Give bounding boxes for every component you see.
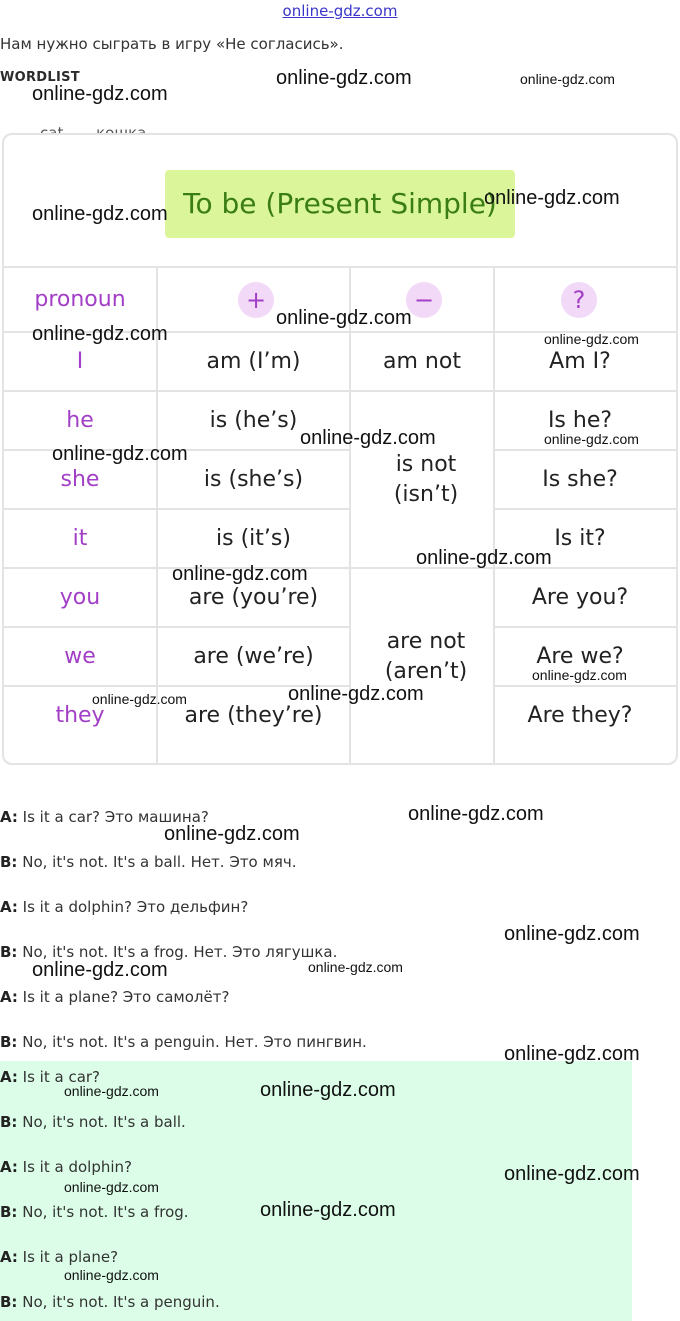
watermark: online-gdz.com — [544, 331, 639, 347]
watermark: online-gdz.com — [308, 959, 403, 975]
minus-badge: − — [406, 282, 442, 318]
dialog-line — [0, 898, 248, 916]
dialog-text: No, it's not. It's a penguin. Нет. Это пингвин. — [22, 1033, 367, 1051]
speaker-label: A: — [0, 988, 18, 1006]
watermark: online-gdz.com — [32, 83, 168, 105]
dialog-text: Is it a plane? Это самолёт? — [22, 988, 230, 1006]
watermark: online-gdz.com — [504, 1163, 640, 1185]
watermark: online-gdz.com — [64, 1179, 159, 1195]
speaker-label: B: — [0, 1203, 18, 1221]
question-cell: Is he? — [547, 408, 613, 433]
answer-line — [0, 1248, 118, 1266]
watermark: online-gdz.com — [172, 563, 308, 585]
pronoun-cell: they — [55, 703, 105, 728]
watermark: online-gdz.com — [416, 547, 552, 569]
watermark: online-gdz.com — [92, 691, 187, 707]
speaker-label: A: — [0, 808, 18, 826]
question-cell: Am I? — [549, 349, 611, 374]
question-cell: Is she? — [542, 467, 618, 492]
negative-cell: am not — [383, 349, 461, 374]
pronoun-cell: he — [66, 408, 94, 433]
watermark: online-gdz.com — [164, 823, 300, 845]
affirmative-cell: are (we’re) — [193, 644, 314, 669]
speaker-label: B: — [0, 1033, 18, 1051]
speaker-label: B: — [0, 1113, 18, 1131]
watermark: online-gdz.com — [32, 323, 168, 345]
dialog-line — [0, 988, 229, 1006]
speaker-label: A: — [0, 898, 18, 916]
watermark: online-gdz.com — [300, 427, 436, 449]
table-title: To be (Present Simple) — [165, 170, 515, 238]
watermark: online-gdz.com — [288, 683, 424, 705]
affirmative-cell: are (they’re) — [184, 703, 323, 728]
watermark: online-gdz.com — [260, 1079, 396, 1101]
answer-text: No, it's not. It's a penguin. — [22, 1293, 220, 1311]
dialog-text: Is it a car? Это машина? — [22, 808, 209, 826]
answer-text: Is it a plane? — [22, 1248, 119, 1266]
question-cell: Are they? — [527, 703, 633, 728]
speaker-label: A: — [0, 1248, 18, 1266]
question-cell: Are we? — [536, 644, 624, 669]
answer-line — [0, 1113, 186, 1131]
dialog-text: Is it a dolphin? Это дельфин? — [22, 898, 249, 916]
pronoun-cell: I — [76, 349, 84, 374]
question-cell: Is it? — [554, 526, 606, 551]
watermark: online-gdz.com — [32, 959, 168, 981]
pronoun-cell: it — [72, 526, 88, 551]
answer-text: No, it's not. It's a frog. — [22, 1203, 189, 1221]
header-pronoun: pronoun — [34, 287, 126, 312]
negative-cell-merged: are not (aren’t) — [384, 628, 468, 684]
affirmative-cell: are (you’re) — [188, 585, 319, 610]
watermark: online-gdz.com — [52, 443, 188, 465]
answer-line — [0, 1203, 189, 1221]
negative-cell-merged: is not (isn’t) — [393, 451, 459, 507]
plus-badge: + — [238, 282, 274, 318]
watermark: online-gdz.com — [484, 187, 620, 209]
watermark: online-gdz.com — [64, 1267, 159, 1283]
question-cell: Are you? — [531, 585, 629, 610]
watermark: online-gdz.com — [544, 431, 639, 447]
top-watermark-link[interactable]: online-gdz.com — [282, 2, 398, 20]
dialog-text: No, it's not. It's a ball. Нет. Это мяч. — [22, 853, 297, 871]
answer-text: No, it's not. It's a ball. — [22, 1113, 186, 1131]
speaker-label: B: — [0, 1293, 18, 1311]
intro-text: Нам нужно сыграть в игру «Не согласись». — [0, 35, 344, 53]
dialog-line — [0, 853, 296, 871]
watermark: online-gdz.com — [532, 667, 627, 683]
answer-text: Is it a car? — [22, 1068, 101, 1086]
affirmative-cell: is (it’s) — [216, 526, 291, 551]
speaker-label: A: — [0, 1068, 18, 1086]
pronoun-cell: she — [60, 467, 100, 492]
watermark: online-gdz.com — [504, 1043, 640, 1065]
watermark: online-gdz.com — [64, 1083, 159, 1099]
watermark: online-gdz.com — [260, 1199, 396, 1221]
dialog-text: No, it's not. It's a frog. Нет. Это лягушка. — [22, 943, 338, 961]
affirmative-cell: am (I’m) — [206, 349, 301, 374]
speaker-label: B: — [0, 853, 18, 871]
watermark: online-gdz.com — [276, 307, 412, 329]
affirmative-cell: is (he’s) — [209, 408, 298, 433]
answer-text: Is it a dolphin? — [22, 1158, 132, 1176]
dialog-line — [0, 1033, 367, 1051]
answer-line — [0, 1158, 132, 1176]
speaker-label: A: — [0, 1158, 18, 1176]
question-badge: ? — [561, 282, 597, 318]
watermark: online-gdz.com — [276, 67, 412, 89]
pronoun-cell: you — [59, 585, 101, 610]
watermark: online-gdz.com — [32, 203, 168, 225]
affirmative-cell: is (she’s) — [203, 467, 304, 492]
pronoun-cell: we — [64, 644, 96, 669]
speaker-label: B: — [0, 943, 18, 961]
watermark: online-gdz.com — [520, 71, 615, 87]
answer-line — [0, 1293, 220, 1311]
wordlist-label: WORDLIST — [0, 70, 80, 85]
watermark: online-gdz.com — [408, 803, 544, 825]
watermark: online-gdz.com — [504, 923, 640, 945]
